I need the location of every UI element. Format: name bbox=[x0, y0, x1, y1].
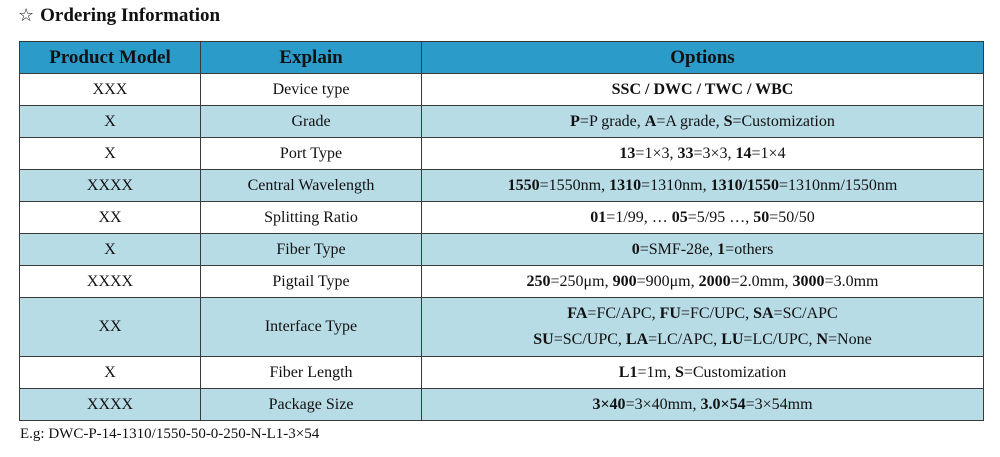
option-value: =1310nm, bbox=[641, 176, 711, 194]
option-value: =LC/APC, bbox=[648, 331, 722, 348]
section-title-text: Ordering Information bbox=[40, 5, 221, 26]
cell-options bbox=[422, 138, 984, 170]
cell-explain: Device type bbox=[201, 74, 422, 106]
example-code: E.g: DWC-P-14-1310/1550-50-0-250-N-L1-3×54 bbox=[20, 426, 320, 442]
option-line bbox=[422, 269, 983, 295]
cell-explain: Central Wavelength bbox=[201, 170, 422, 202]
option-code: 13 bbox=[619, 144, 636, 162]
cell-model: XXXX bbox=[20, 170, 201, 202]
ordering-table bbox=[19, 41, 984, 421]
option-code: 3.0×54 bbox=[700, 395, 746, 413]
cell-options bbox=[422, 234, 984, 266]
cell-explain: Fiber Type bbox=[201, 234, 422, 266]
option-value: =None bbox=[828, 331, 872, 348]
cell-model: XXXX bbox=[20, 389, 201, 421]
option-code: FA bbox=[567, 305, 588, 322]
table-row bbox=[20, 298, 984, 357]
cell-options bbox=[422, 106, 984, 138]
table-header-row bbox=[20, 42, 984, 74]
cell-explain: Fiber Length bbox=[201, 357, 422, 389]
cell-explain: Pigtail Type bbox=[201, 266, 422, 298]
option-code: SSC / DWC / TWC / WBC bbox=[611, 80, 794, 98]
option-value: =1×3, bbox=[635, 144, 678, 162]
option-code: 01 bbox=[590, 208, 607, 226]
option-code: SA bbox=[753, 305, 774, 322]
option-code: 05 bbox=[671, 208, 688, 226]
table-row bbox=[20, 234, 984, 266]
star-icon: ☆ bbox=[18, 5, 35, 26]
option-code: 900 bbox=[612, 272, 637, 290]
cell-model: XXX bbox=[20, 74, 201, 106]
option-code: A bbox=[644, 112, 657, 130]
option-value: =1550nm, bbox=[539, 176, 610, 194]
option-code: 1310/1550 bbox=[710, 176, 780, 194]
option-code: 3×40 bbox=[592, 395, 626, 413]
option-line bbox=[422, 77, 983, 103]
option-value: =Customization bbox=[732, 112, 835, 130]
table-row bbox=[20, 74, 984, 106]
cell-explain: Interface Type bbox=[201, 298, 422, 357]
option-value: =5/95 …, bbox=[687, 208, 754, 226]
option-line bbox=[422, 173, 983, 199]
cell-explain: Port Type bbox=[201, 138, 422, 170]
table-row bbox=[20, 357, 984, 389]
cell-options bbox=[422, 170, 984, 202]
option-code: S bbox=[723, 112, 733, 130]
option-line bbox=[422, 360, 983, 386]
option-value: =3×54mm bbox=[745, 395, 813, 413]
option-code: P bbox=[570, 112, 580, 130]
option-value: =3×3, bbox=[693, 144, 736, 162]
header-options: Options bbox=[422, 42, 984, 74]
cell-explain: Grade bbox=[201, 106, 422, 138]
option-value: =FC/APC, bbox=[587, 305, 660, 322]
option-line bbox=[422, 109, 983, 135]
option-code: 2000 bbox=[698, 272, 731, 290]
option-code: N bbox=[816, 331, 829, 348]
option-code: 14 bbox=[735, 144, 752, 162]
option-value: =Customization bbox=[683, 363, 787, 381]
cell-model: XX bbox=[20, 202, 201, 234]
cell-model: X bbox=[20, 357, 201, 389]
cell-options bbox=[422, 202, 984, 234]
option-code: 3000 bbox=[792, 272, 825, 290]
option-value: =50/50 bbox=[769, 208, 815, 226]
option-code: 33 bbox=[677, 144, 694, 162]
option-code: 0 bbox=[631, 240, 640, 258]
table-row bbox=[20, 202, 984, 234]
cell-model: X bbox=[20, 138, 201, 170]
cell-options bbox=[422, 357, 984, 389]
option-value: =1m, bbox=[637, 363, 675, 381]
option-value: =A grade, bbox=[656, 112, 724, 130]
option-value: =900μm, bbox=[636, 272, 699, 290]
option-line bbox=[422, 392, 983, 418]
option-code: LA bbox=[625, 331, 649, 348]
table-row bbox=[20, 106, 984, 138]
option-value: =SC/UPC, bbox=[553, 331, 626, 348]
option-code: 1310 bbox=[609, 176, 642, 194]
option-code: SU bbox=[533, 331, 554, 348]
option-code: LU bbox=[721, 331, 744, 348]
cell-options bbox=[422, 74, 984, 106]
cell-options bbox=[422, 266, 984, 298]
table-row bbox=[20, 266, 984, 298]
option-value: =LC/UPC, bbox=[743, 331, 817, 348]
option-value: =FC/UPC, bbox=[680, 305, 754, 322]
option-value: =250μm, bbox=[550, 272, 613, 290]
cell-model: XX bbox=[20, 298, 201, 357]
header-product-model: Product Model bbox=[20, 42, 201, 74]
option-value: =SMF-28e, bbox=[639, 240, 718, 258]
table-row bbox=[20, 389, 984, 421]
option-code: 250 bbox=[526, 272, 551, 290]
cell-model: XXXX bbox=[20, 266, 201, 298]
option-code: 1550 bbox=[507, 176, 540, 194]
option-value: =1×4 bbox=[751, 144, 786, 162]
table-row bbox=[20, 170, 984, 202]
header-explain: Explain bbox=[201, 42, 422, 74]
option-value: =1310nm/1550nm bbox=[779, 176, 898, 194]
option-code: FU bbox=[659, 305, 681, 322]
cell-model: X bbox=[20, 106, 201, 138]
cell-options bbox=[422, 298, 984, 357]
option-code: 50 bbox=[753, 208, 770, 226]
cell-explain: Splitting Ratio bbox=[201, 202, 422, 234]
section-title bbox=[18, 4, 220, 28]
cell-model: X bbox=[20, 234, 201, 266]
option-line bbox=[422, 301, 983, 327]
cell-options bbox=[422, 389, 984, 421]
option-value: =3.0mm bbox=[824, 272, 879, 290]
option-value: =2.0mm, bbox=[730, 272, 793, 290]
option-value: =3×40mm, bbox=[625, 395, 701, 413]
option-value: =SC/APC bbox=[773, 305, 838, 322]
option-line bbox=[422, 205, 983, 231]
cell-explain: Package Size bbox=[201, 389, 422, 421]
table-row bbox=[20, 138, 984, 170]
option-value: =P grade, bbox=[579, 112, 645, 130]
option-line bbox=[422, 237, 983, 263]
option-line bbox=[422, 327, 983, 353]
option-code: L1 bbox=[618, 363, 638, 381]
option-line bbox=[422, 141, 983, 167]
option-code: S bbox=[674, 363, 684, 381]
option-value: =others bbox=[725, 240, 774, 258]
option-code: 1 bbox=[717, 240, 726, 258]
option-value: =1/99, … bbox=[606, 208, 672, 226]
